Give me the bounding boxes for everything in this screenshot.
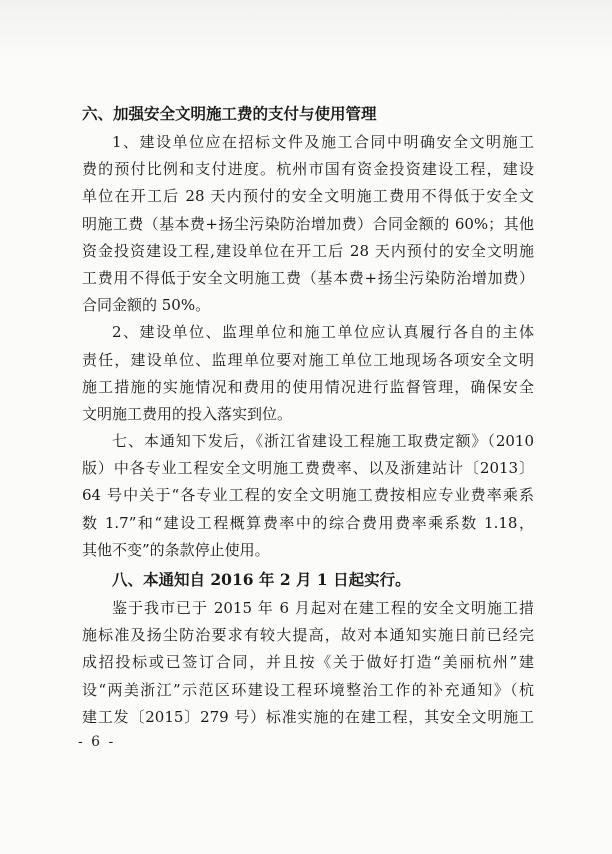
text-line: 施工措施的实施情况和费用的使用情况进行监督管理，确保安全 — [82, 377, 534, 396]
scan-shadow — [0, 0, 612, 60]
text-line: 合同金额的 50%。 — [82, 296, 211, 315]
section-8-body — [82, 595, 534, 731]
text-line: 责任，建设单位、监理单位要对施工单位工地现场各项安全文明 — [82, 350, 534, 369]
text-line: 明施工费（基本费+扬尘污染防治增加费）合同金额的 60%；其他 — [82, 214, 534, 233]
text-line: 1、建设单位应在招标文件及施工合同中明确安全文明施工 — [112, 133, 534, 151]
text-line: 文明施工费用的投入落实到位。 — [82, 404, 293, 423]
text-line: 施标准及扬尘防治要求有较大提高，故对本通知实施日前已经完 — [82, 626, 534, 645]
section-8-heading — [82, 564, 534, 595]
text-line: 单位在开工后 28 天内预付的安全文明施工费用不得低于安全文 — [82, 187, 534, 206]
text-line: 设“两美浙江”示范区环建设工程环境整治工作的补充通知》（杭 — [82, 680, 534, 699]
section-6-item-1 — [82, 129, 534, 319]
text-line: 工费用不得低于安全文明施工费（基本费+扬尘污染防治增加费） — [82, 268, 534, 287]
section-6-heading-text: 六、加强安全文明施工费的支付与使用管理 — [82, 104, 377, 123]
text-line: 建工发〔2015〕279 号）标准实施的在建工程，其安全文明施工 — [82, 707, 534, 726]
text-line: 2、建设单位、监理单位和施工单位应认真履行各自的主体 — [112, 323, 534, 342]
text-line: 成招投标或已签订合同，并且按《关于做好打造“美丽杭州”建 — [82, 653, 534, 672]
section-6-heading — [82, 98, 534, 129]
text-line: 数 1.7”和“建设工程概算费率中的综合费用费率乘系数 1.18， — [82, 513, 534, 532]
section-8-heading-text: 八、本通知自 2016 年 2 月 1 日起实行。 — [112, 570, 411, 589]
section-7 — [82, 428, 534, 564]
text-line: 64 号中关于“各专业工程的安全文明施工费按相应专业费率乘系 — [82, 486, 534, 505]
text-line: 资金投资建设工程,建设单位在开工后 28 天内预付的安全文明施 — [82, 241, 534, 260]
document-body — [82, 98, 534, 731]
page-number: - 6 - — [78, 734, 116, 750]
text-line: 费的预付比例和支付进度。杭州市国有资金投资建设工程，建设 — [82, 160, 534, 179]
text-line: 其他不变”的条款停止使用。 — [82, 540, 270, 559]
section-7-first-line: 七、本通知下发后，《浙江省建设工程施工取费定额》（2010 — [112, 432, 534, 451]
text-line: 鉴于我市已于 2015 年 6 月起对在建工程的安全文明施工措 — [112, 599, 534, 617]
text-line: 版）中各专业工程安全文明施工费费率、以及浙建站计〔2013〕 — [82, 459, 534, 478]
section-6-item-2 — [82, 319, 534, 428]
